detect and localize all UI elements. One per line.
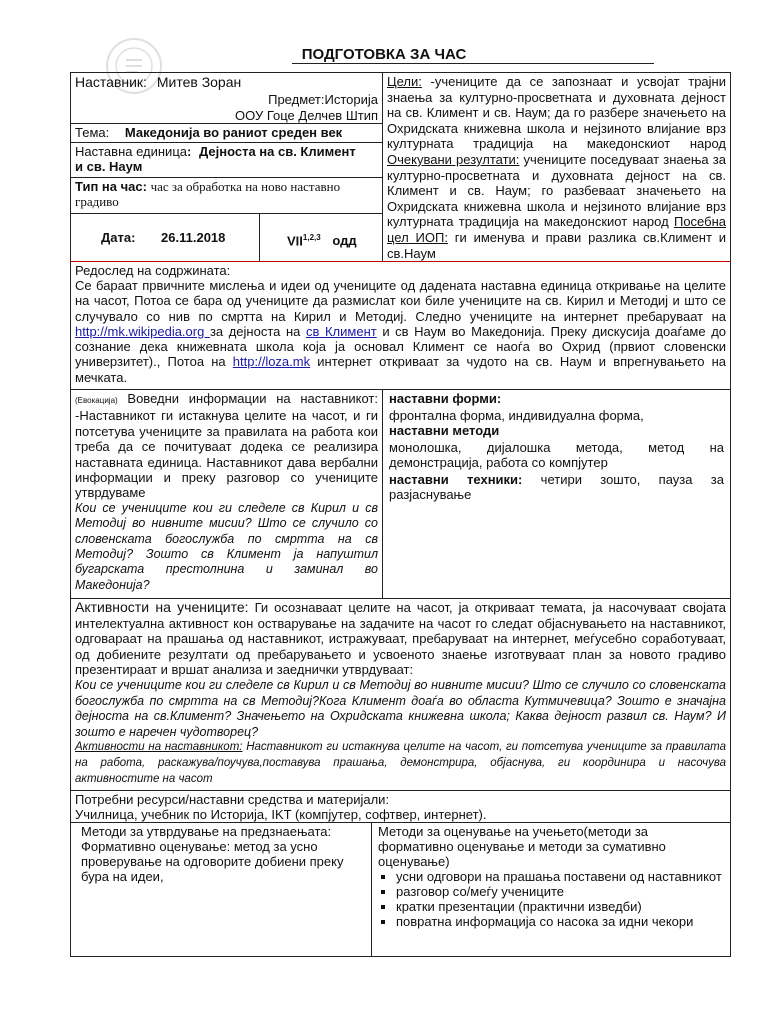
grade-suffix: одд [332, 233, 357, 249]
assessment-block [371, 822, 731, 957]
iop-text: ги именува и прави разлика св.Климент и св.Наум [387, 229, 726, 261]
techniques-label: наставни техники: [389, 472, 523, 487]
forms-label: наставни форми: [389, 391, 502, 406]
divider [259, 213, 260, 261]
goals-block [382, 72, 731, 262]
grade-sections: 1,2,3 [302, 233, 321, 242]
resources-block [70, 790, 731, 823]
title-underline [292, 63, 654, 64]
loza-link[interactable]: http://loza.mk [232, 354, 311, 370]
list-item: ▪ кратки презентации (практични изведби) [396, 899, 724, 914]
assessment-label: Методи за оценување на учењето(методи за формативно оценување и методи за сумативно оценување) [378, 824, 666, 869]
lesson-type-value: час за обработка на ново наставно [150, 179, 341, 194]
prior-knowledge-label: Методи за утврдување на предзнаењата: [81, 824, 332, 839]
student-activities-block [70, 598, 731, 791]
intro-label: Воведни информации на наставникот: [117, 391, 378, 406]
sequence-text-3: и св Наум во Македонија. Преку дискусија доаѓаме до сознание дека книжевната школа која ја основал Климент се наоѓа во Охрид (првиот словенски универзитет)., Потоа на [75, 323, 727, 370]
teacher-activities-label: Активности на наставникот: [75, 741, 243, 754]
prior-knowledge-value: Формативно оценување: метод за усно проверување на одговорите добиени преку бура на идеи, [81, 839, 344, 884]
list-item: ▪ усни одговори на прашања поставени од наставникот [396, 869, 724, 884]
page-title: ПОДГОТОВКА ЗА ЧАС [301, 46, 467, 63]
date-label: Дата: [101, 230, 136, 245]
intro-text: -Наставникот ги истакнува целите на часот, и ги потсетува учениците за правилата на работа кои треба да се почитуваат додека се реализира наставната единица. Наставникот дава вербални информации и преку разговор со учениците утврдуваме [75, 408, 378, 501]
goals-text: -учениците да се запознаат и усвојат трајни знаења за културно-просветната и духовната дејност на св. Климент и св. Наум; да го разбере значењето на Охридската книжевна школа и нејзиното влијание врз културната традиција на македонскиот народ [387, 74, 726, 152]
iop-label: Посебна цел ИОП: [387, 214, 726, 245]
sequence-text-1: Се бараат првичните мислења и идеи од учениците од дадената наставна единица откривање на целите на часот, Потоа се бара од учениците да размислат кои биле учениците на св. Кирил и Методиј и што се случувало со нив по смртта на Кирил и Методиј. Следно учениците на интернет пребаруваат на [75, 278, 726, 324]
sequence-label: Редослед на содржината: [75, 263, 231, 278]
list-item: ▪ разговор со/меѓу учениците [396, 884, 724, 899]
techniques-value: четири зошто, пауза за разјаснување [389, 472, 724, 502]
resources-value: Училница, учебник по Историја, IKT (компјутер, софтвер, интернет). [75, 807, 487, 822]
wikipedia-link[interactable]: http://mk.wikipedia.org [75, 323, 210, 339]
evocation-label: (Евокација) [75, 396, 118, 405]
topic-label: Тема: [75, 125, 110, 140]
list-item: ▪ повратна информација со насока за идни чекори [396, 914, 724, 929]
intro-questions: Кои се учениците кои ги следеле св Кирил и св Методиј во нивните мисии? Што се случило со словенската богослужба по смртта на св Методиј? Зошто св Климент ја напуштил бугарската престолнина и заминал во Македонија? [75, 500, 378, 592]
grade-base: VII [287, 233, 303, 249]
expected-results-label: Очекувани резултати: [387, 151, 520, 167]
divider [71, 177, 382, 178]
divider [71, 142, 382, 143]
school: ООУ Гоце Делчев Штип [235, 108, 378, 123]
topic-value: Македонија во раниот среден век [124, 125, 343, 140]
prior-knowledge-block [70, 822, 372, 957]
student-activities-text: Ги осознаваат целите на часот, ја откриваат темата, ја насочуваат својата интелектуална активност кон остварување на задачите на часот го следат објаснувањето на наставникот, одговараат на прашања од наставникот, истражуваат, пребаруваат на интернет, меѓусебно соработуваат, од добиените резултати од пребарувањето и усвоеното знаење изготвуваат план за новото градиво презентираат и вршат анализа и заеднички утврдуваат: [75, 600, 726, 678]
methods-value: монолошка, дијалошка метода, метод на демонстрација, работа со компјутер [389, 440, 724, 470]
st-kliment-link[interactable]: св Климент [305, 323, 377, 339]
teacher-name: Митев Зоран [156, 74, 242, 90]
unit-value-2: и св. Наум [75, 159, 143, 174]
student-activities-label: Активности на учениците: [75, 599, 249, 615]
divider [71, 213, 382, 214]
teacher-label: Наставник: [75, 74, 147, 90]
unit-label: Наставна единица [75, 144, 187, 159]
lesson-type-label: Тип на час: [75, 179, 147, 194]
unit-value: Дејноста на св. Климент [198, 144, 356, 159]
lesson-type-value-2: градиво [75, 194, 119, 209]
sequence-text-4: интернет откриваат за чудото на св. Наум и впрегнувањето на мечката. [75, 354, 726, 385]
date-value: 26.11.2018 [161, 230, 226, 245]
header-left-block [70, 72, 383, 262]
student-activities-questions: Кои се учениците кои ги следеле св Кирил и св Методиј во нивните мисии? Што се случило со словенската богослужба по смртта на св Методиј?Кога Климент доаѓа во областа Кутмичевица? Зошто е значајна дејноста на св.Климент? Значењето на Охридската книжевна школа; Каква дејност развил св. Наум? И зошто е наречен чудотворец? [75, 677, 726, 739]
content-sequence-block [70, 262, 731, 390]
expected-results-text: учениците поседуваат знаења за културно-просветната и духовната дејност на св. Климент и св. Наум; го разбеваат значењето на Охридската книжевна школа и нејзиното влијание врз културната традиција на македонскиот народ [387, 151, 726, 230]
methods-label: наставни методи [389, 423, 500, 438]
resources-label: Потребни ресурси/наставни средства и материјали: [75, 792, 390, 807]
divider [71, 123, 382, 124]
goals-label: Цели: [387, 74, 422, 89]
sequence-text-2: за дејноста на [209, 323, 306, 339]
forms-value: фронтална форма, индивидуална форма, [389, 408, 644, 423]
subject: Предмет:Историја [268, 92, 378, 107]
intro-info-block [70, 389, 383, 599]
teacher-activities-text: Наставникот ги истакнува целите на часот, ги потсетува учениците за правилата на работа, раскажува/поучува,поставува прашања, демонстрира, објаснува, ги координира и насочува активностите на часот [75, 741, 726, 785]
teaching-forms-block [382, 389, 731, 599]
assessment-list [378, 869, 724, 929]
unit-colon: : [187, 144, 192, 159]
